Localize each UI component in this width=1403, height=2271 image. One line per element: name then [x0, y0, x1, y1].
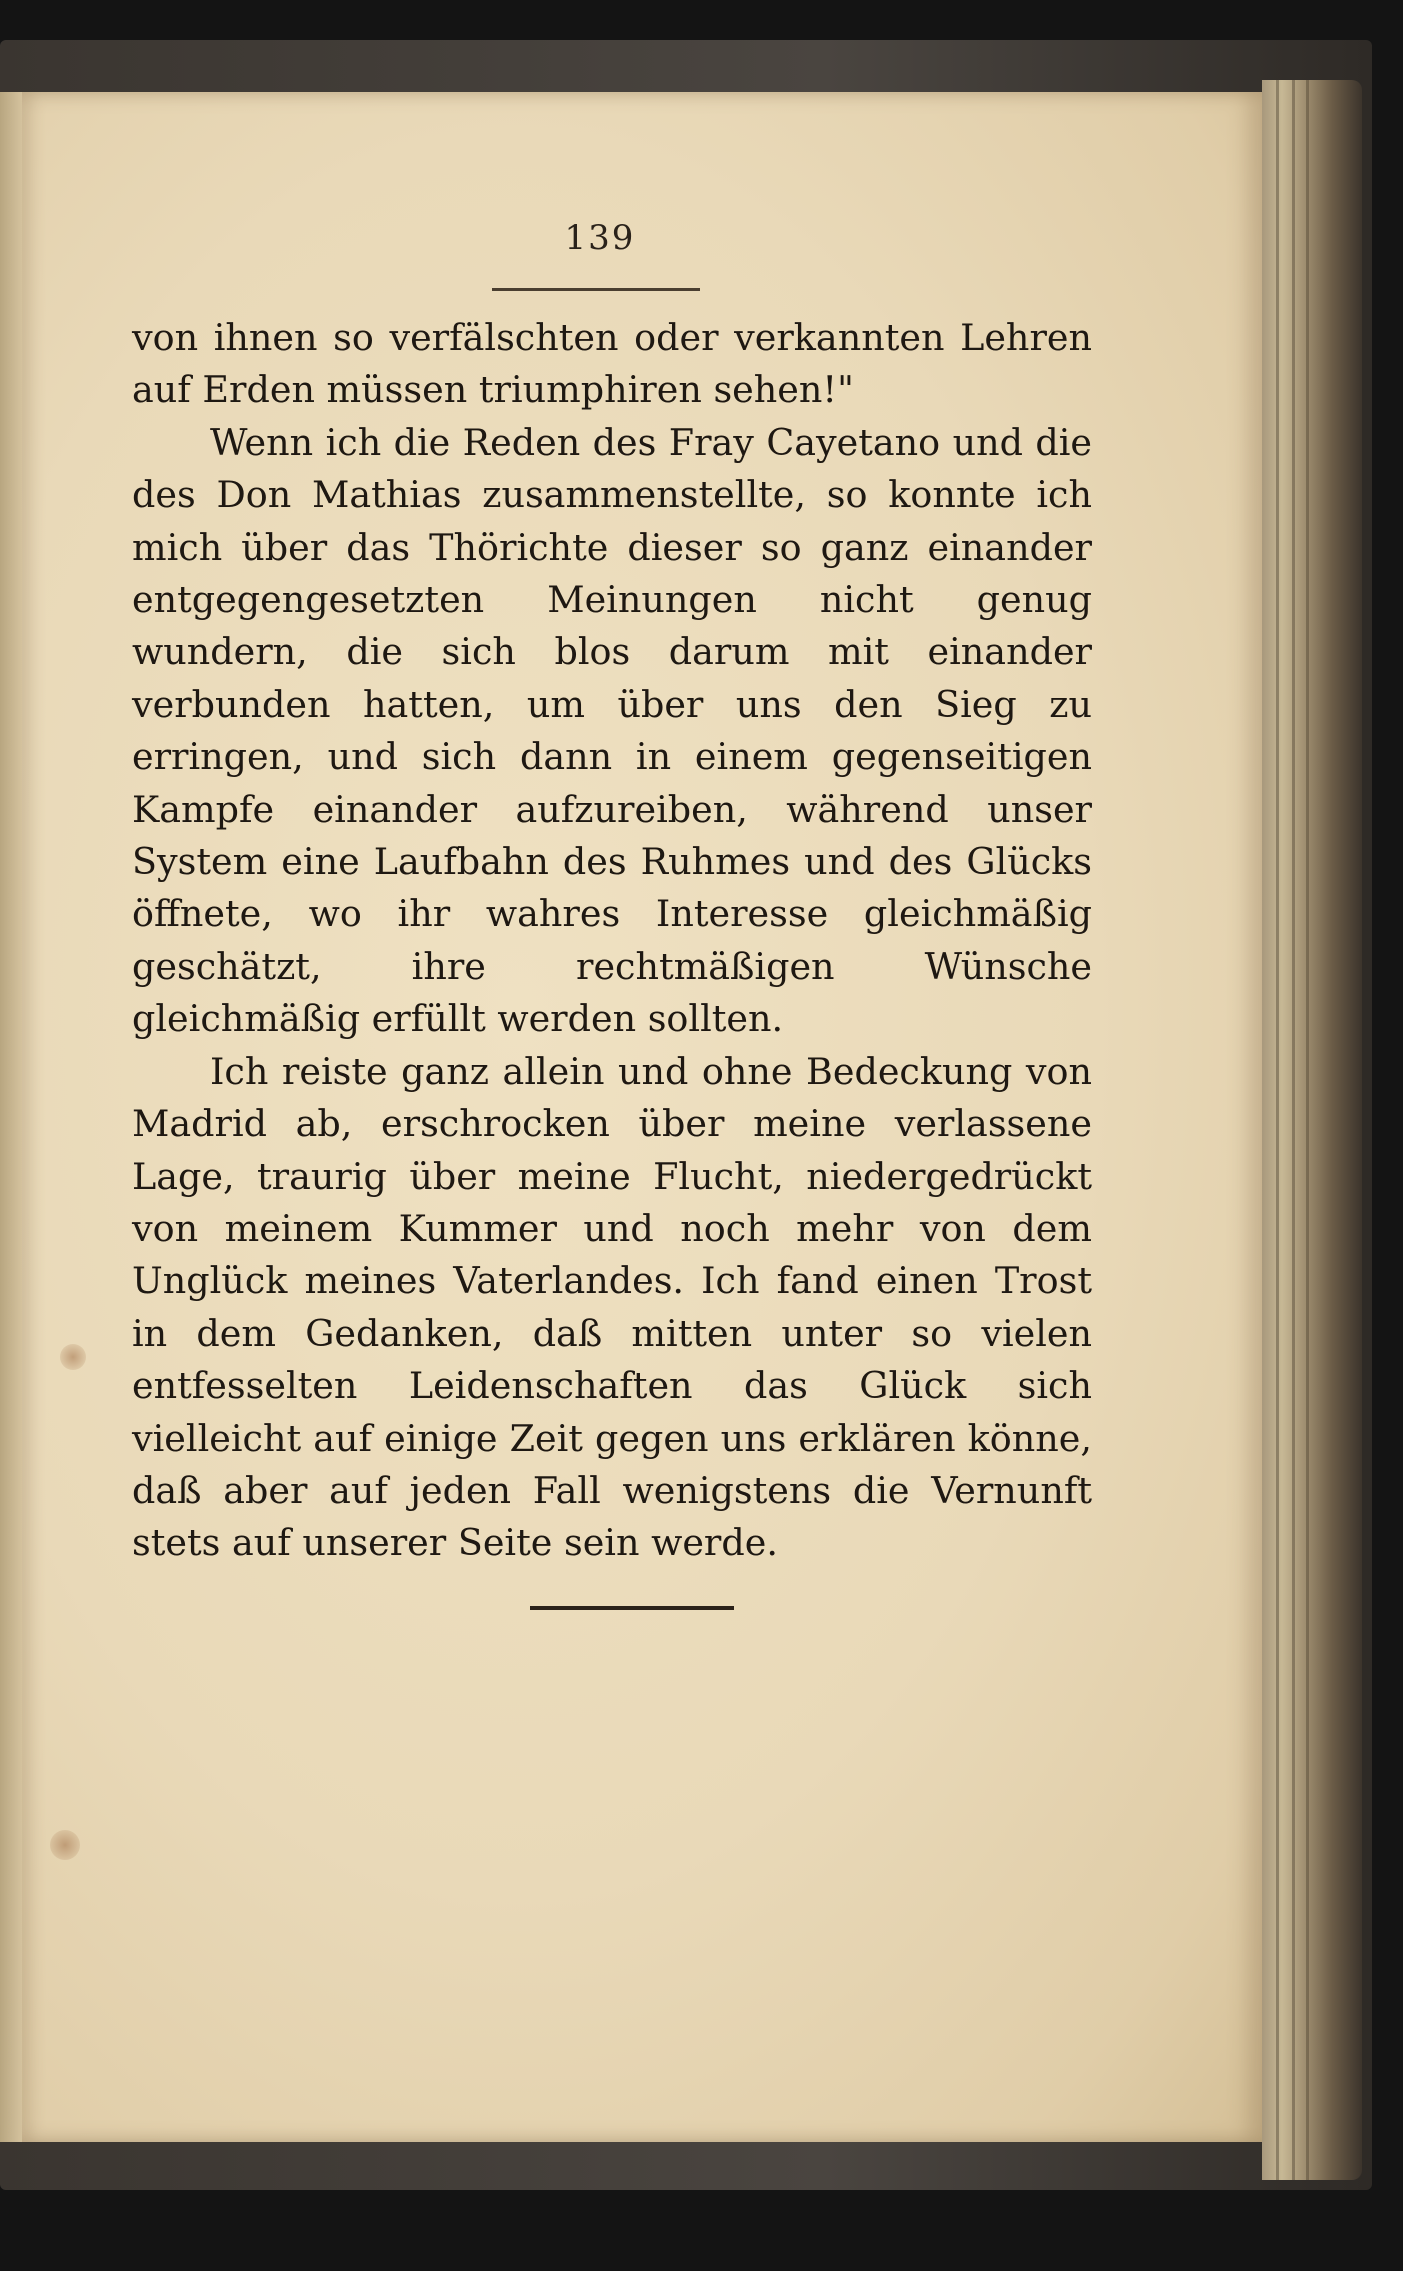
foxing-stain: [60, 1344, 86, 1370]
foxing-stain: [50, 1830, 80, 1860]
paragraph-continued: von ihnen so verfälschten oder verkannten Lehren auf Erden müssen triumphiren sehen!": [132, 316, 1092, 412]
page-number: 139: [564, 218, 636, 258]
header-rule: [492, 288, 700, 291]
paragraph: Wenn ich die Reden des Fray Cayetano und die des Don Mathias zusammenstellte, so konnte ich mich über das Thörichte dieser so ganz einander entgegengesetzten Meinungen nicht genug wundern, die sich blos darum mit einander verbunden hatten, um über uns den Sieg zu erringen, und sich dann in einem gegenseitigen Kampfe einander aufzureiben, während unser System eine Laufbahn des Ruhmes und des Glücks öffnete, wo ihr wahres Interesse gleichmäßig geschätzt, ihre rechtmäßigen Wünsche gleichmäßig erfüllt werden sollten.: [132, 420, 1092, 1041]
paragraph: Ich reiste ganz allein und ohne Bedeckung von Madrid ab, erschrocken über meine verlassene Lage, traurig über meine Flucht, niedergedrückt von meinem Kummer und noch mehr von dem Unglück meines Vaterlandes. Ich fand einen Trost in dem Gedanken, daß mitten unter so vielen entfesselten Leidenschaften das Glück sich vielleicht auf einige Zeit gegen uns erklären könne, daß aber auf jeden Fall wenigstens die Vernunft stets auf unserer Seite sein werde.: [132, 1049, 1092, 1565]
page-body: [132, 312, 1092, 1570]
page-edges: [1262, 80, 1362, 2180]
closing-rule: [530, 1606, 734, 1610]
